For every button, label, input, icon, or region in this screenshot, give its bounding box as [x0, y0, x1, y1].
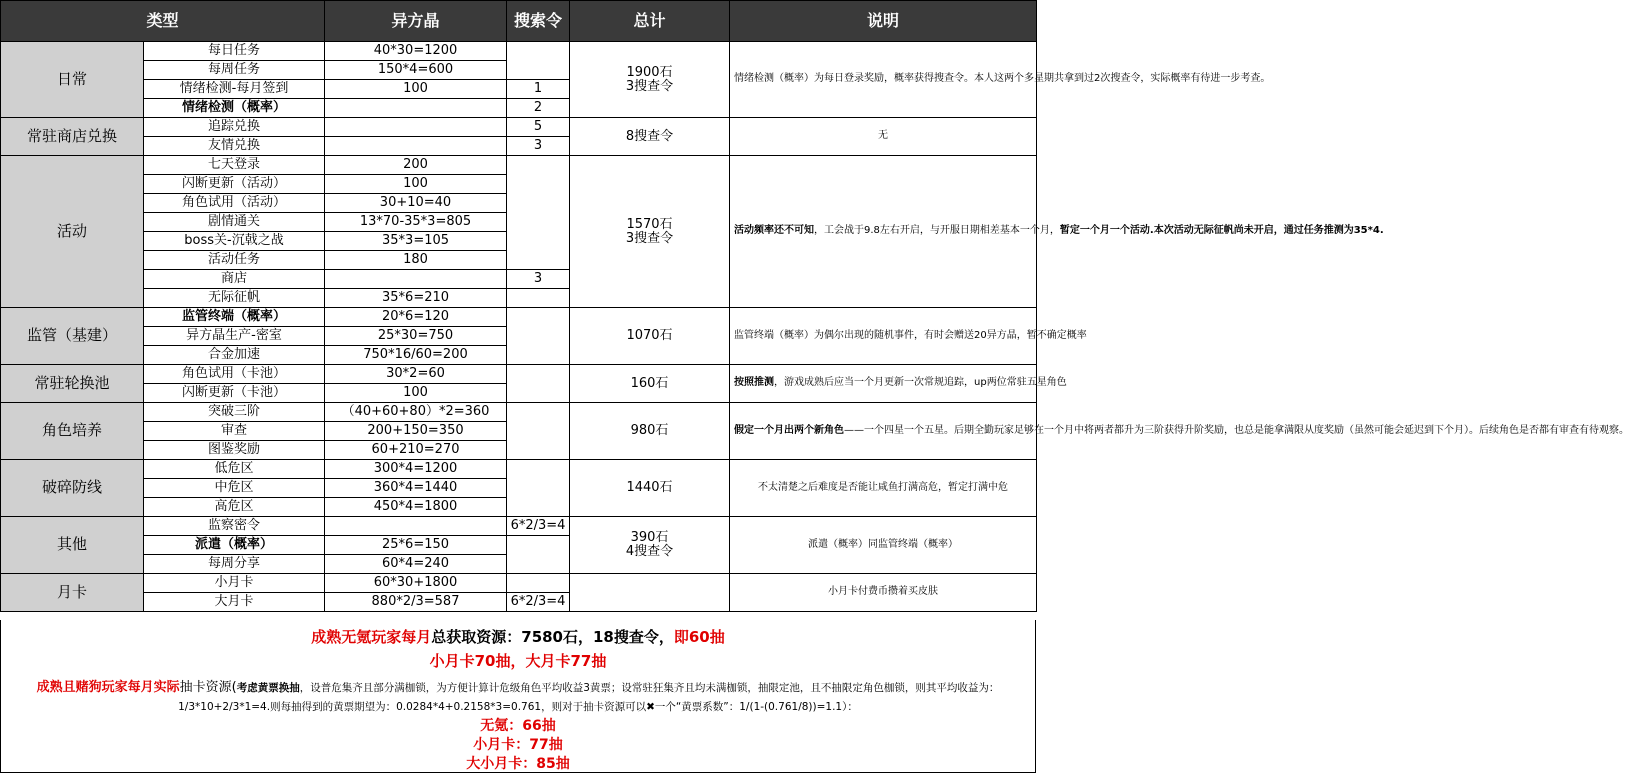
item-crystal: 360*4=1440	[325, 479, 507, 498]
total-event: 1570石 3搜查令	[570, 156, 730, 308]
note-daily: 情绪检测（概率）为每日登录奖励，概率获得搜查令。本人这两个多星期共拿到过2次搜查令，实际概率有待进一步考查。	[730, 42, 1037, 118]
note-pool: 按照推测，游戏成熟后应当一个月更新一次常规追踪，up两位常驻五星角色	[730, 365, 1037, 403]
item-crystal: 200+150=350	[325, 422, 507, 441]
item-token	[507, 574, 570, 593]
item-token	[507, 42, 570, 80]
item-crystal: 750*16/60=200	[325, 346, 507, 365]
item-crystal: 35*3=105	[325, 232, 507, 251]
total-pool: 160石	[570, 365, 730, 403]
summary-explanation: 成熟且赌狗玩家每月实际抽卡资源(考虑黄票换抽，设普危集齐且部分满枷锁，为方便计算计危级角色平均收益3黄票；设常驻狂集齐且均未满枷锁，抽限定池，且不抽限定角色枷锁，则其平均收益为：1/3*10+2/3*1=4.则每抽得到的黄票期望为：0.0284*4+0.2158*3=0.761，则对于抽卡资源可以✖一个“黄票系数”：1/(1-(0.761/8))=1.1）：	[36, 680, 1000, 714]
item-name: 大月卡	[144, 593, 325, 612]
item-crystal: 150*4=600	[325, 61, 507, 80]
item-crystal: 100	[325, 175, 507, 194]
item-crystal: 35*6=210	[325, 289, 507, 308]
note-event: 活动频率还不可知，工会战于9.8左右开启，与开服日期相差基本一个月，暂定一个月一个活动.本次活动无际征帆尚未开启，通过任务推测为35*4.	[730, 156, 1037, 308]
total-other: 390石 4搜查令	[570, 517, 730, 574]
item-crystal: 60+210=270	[325, 441, 507, 460]
item-name: 图鉴奖励	[144, 441, 325, 460]
item-crystal	[325, 137, 507, 156]
item-token	[507, 403, 570, 460]
item-name: 低危区	[144, 460, 325, 479]
header-type: 类型	[1, 1, 325, 42]
item-name: 七天登录	[144, 156, 325, 175]
category-card: 月卡	[1, 574, 144, 612]
header-crystal: 异方晶	[325, 1, 507, 42]
category-pool: 常驻轮换池	[1, 365, 144, 403]
total-defense: 1440石	[570, 460, 730, 517]
item-token	[507, 536, 570, 574]
item-token: 1	[507, 80, 570, 99]
summary-line-2: 小月卡70抽，大月卡77抽	[429, 652, 607, 670]
item-name: 合金加速	[144, 346, 325, 365]
item-crystal	[325, 270, 507, 289]
total-training: 980石	[570, 403, 730, 460]
item-name: 监察密令	[144, 517, 325, 536]
note-card: 小月卡付费币攒着买皮肤	[730, 574, 1037, 612]
item-name: 商店	[144, 270, 325, 289]
item-crystal: 100	[325, 80, 507, 99]
total-supervision: 1070石	[570, 308, 730, 365]
item-token: 2	[507, 99, 570, 118]
item-name: 角色试用（活动）	[144, 194, 325, 213]
item-crystal: 200	[325, 156, 507, 175]
item-name: 角色试用（卡池）	[144, 365, 325, 384]
item-name: 无际征帆	[144, 289, 325, 308]
item-token: 3	[507, 137, 570, 156]
item-token	[507, 156, 570, 270]
item-crystal: （40+60+80）*2=360	[325, 403, 507, 422]
item-token: 3	[507, 270, 570, 289]
item-crystal: 13*70-35*3=805	[325, 213, 507, 232]
note-supervision: 监管终端（概率）为偶尔出现的随机事件，有时会赠送20异方晶，暂不确定概率	[730, 308, 1037, 365]
header-note: 说明	[730, 1, 1037, 42]
item-crystal	[325, 118, 507, 137]
result-small-card: 小月卡：77抽	[473, 736, 563, 753]
item-crystal: 25*30=750	[325, 327, 507, 346]
item-crystal: 60*30+1800	[325, 574, 507, 593]
summary-line-1: 成熟无氪玩家每月总获取资源：7580石，18搜查令，即60抽	[311, 628, 725, 646]
category-event: 活动	[1, 156, 144, 308]
item-name: 小月卡	[144, 574, 325, 593]
category-other: 其他	[1, 517, 144, 574]
item-name: 追踪兑换	[144, 118, 325, 137]
category-supervision: 监管（基建）	[1, 308, 144, 365]
item-token	[507, 289, 570, 308]
item-token	[507, 365, 570, 403]
item-crystal: 60*4=240	[325, 555, 507, 574]
item-crystal: 180	[325, 251, 507, 270]
item-name: 高危区	[144, 498, 325, 517]
item-crystal: 880*2/3=587	[325, 593, 507, 612]
item-name: 情绪检测（概率）	[144, 99, 325, 118]
category-training: 角色培养	[1, 403, 144, 460]
item-crystal	[325, 517, 507, 536]
item-name: 审查	[144, 422, 325, 441]
item-name: 每周分享	[144, 555, 325, 574]
item-name: 情绪检测-每月签到	[144, 80, 325, 99]
item-crystal: 30*2=60	[325, 365, 507, 384]
item-crystal: 30+10=40	[325, 194, 507, 213]
item-crystal: 20*6=120	[325, 308, 507, 327]
summary-footer	[0, 620, 1036, 773]
item-name: 每日任务	[144, 42, 325, 61]
category-defense: 破碎防线	[1, 460, 144, 517]
item-crystal: 40*30=1200	[325, 42, 507, 61]
header-token: 搜索令	[507, 1, 570, 42]
total-card	[570, 574, 730, 612]
item-token: 6*2/3=4	[507, 593, 570, 612]
total-daily: 1900石 3搜查令	[570, 42, 730, 118]
item-token	[507, 460, 570, 517]
item-name: 剧情通关	[144, 213, 325, 232]
item-crystal	[325, 99, 507, 118]
item-name: 突破三阶	[144, 403, 325, 422]
item-name: 派遣（概率）	[144, 536, 325, 555]
result-no-pay: 无氪：66抽	[480, 717, 556, 734]
item-crystal: 300*4=1200	[325, 460, 507, 479]
item-name: 异方晶生产-密室	[144, 327, 325, 346]
item-name: 闪断更新（活动）	[144, 175, 325, 194]
note-shop: 无	[730, 118, 1037, 156]
total-shop: 8搜查令	[570, 118, 730, 156]
note-defense: 不太清楚之后难度是否能让咸鱼打满高危，暂定打满中危	[730, 460, 1037, 517]
item-name: 每周任务	[144, 61, 325, 80]
item-crystal: 25*6=150	[325, 536, 507, 555]
item-name: boss关-沉戟之战	[144, 232, 325, 251]
header-total: 总计	[570, 1, 730, 42]
category-shop: 常驻商店兑换	[1, 118, 144, 156]
item-name: 中危区	[144, 479, 325, 498]
item-name: 闪断更新（卡池）	[144, 384, 325, 403]
item-name: 活动任务	[144, 251, 325, 270]
category-daily: 日常	[1, 42, 144, 118]
item-token	[507, 308, 570, 365]
note-other: 派遣（概率）同监管终端（概率）	[730, 517, 1037, 574]
item-name: 友情兑换	[144, 137, 325, 156]
item-token: 5	[507, 118, 570, 137]
item-crystal: 100	[325, 384, 507, 403]
item-crystal: 450*4=1800	[325, 498, 507, 517]
item-name: 监管终端（概率）	[144, 308, 325, 327]
note-training: 假定一个月出两个新角色——一个四星一个五星。后期全勤玩家足够在一个月中将两者都升为三阶获得升阶奖励，也总是能拿满限从度奖励（虽然可能会延迟到下个月）。后续角色是否都有审查有待观察。	[730, 403, 1037, 460]
item-token: 6*2/3=4	[507, 517, 570, 536]
result-both-cards: 大小月卡：85抽	[466, 755, 570, 772]
